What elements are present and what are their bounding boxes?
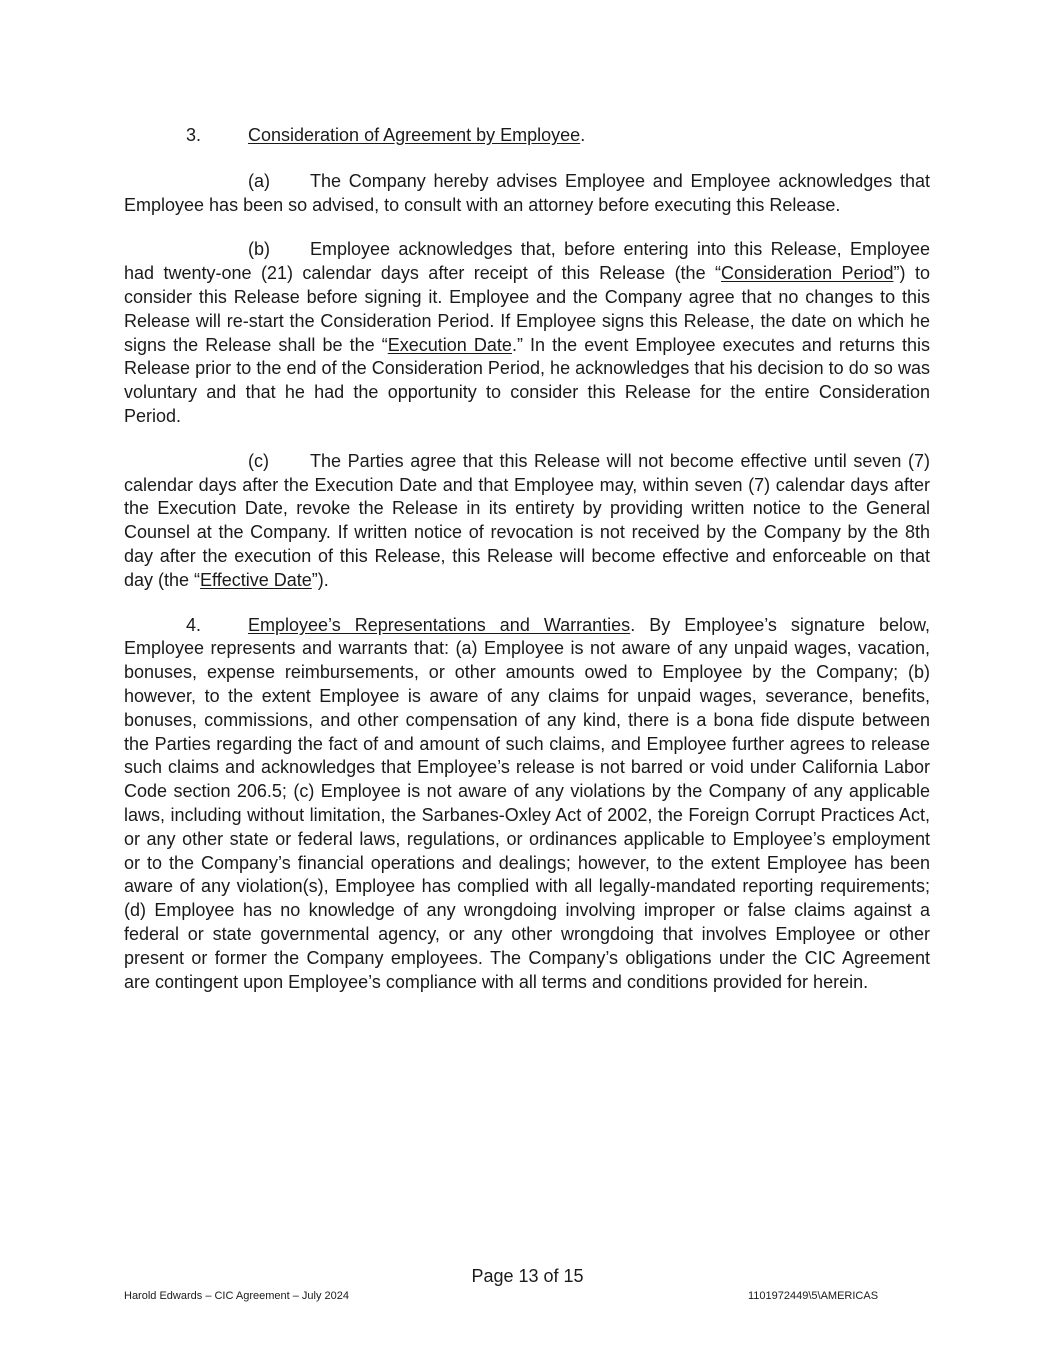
defined-term-execution-date: Execution Date [387,334,512,355]
section-3a-text: The Company hereby advises Employee and Employee acknowledges that Employee has been so advised, to consult with an attorney before executing this Release. [124,170,930,215]
section-3-number: 3. [186,125,202,145]
section-3b-paragraph: (b) Employee acknowledges that, before entering into this Release, Employee had twenty-one (21) calendar days after receipt of this Release (the “Consideration Period”) to consider this Release before signing it. Employee and the Company agree that no changes to this Release will re-start the Consideration Period. If Employee signs this Release, the date on which he signs the Release shall be the “Execution Date.” In the event Employee executes and returns this Release prior to the end of the Consideration Period, he acknowledges that his decision to do so was voluntary and that he had the opportunity to consider this Release for the entire Consideration Period. [124,239,930,426]
section-3a-label: (a) [248,170,270,191]
defined-term-effective-date: Effective Date [200,569,312,590]
section-4-paragraph [124,614,930,995]
section-3b-label: (b) [248,239,270,260]
section-4-title: Employee’s Representations and Warranties [248,614,631,635]
section-3c-label: (c) [248,450,269,471]
defined-term-consideration-period: Consideration Period [721,263,894,284]
footer-document-title: Harold Edwards – CIC Agreement – July 2024 [124,1290,350,1302]
section-3a-paragraph [124,170,930,218]
section-3c-paragraph: (c) The Parties agree that this Release will not become effective until seven (7) calendar days after the Execution Date and that Employee may, within seven (7) calendar days after the Execution Date, revoke the Release in its entirety by providing written notice to the General Counsel at the Company. If written notice of revocation is not received by the Company by the 8th day after the execution of this Release, this Release will become effective and enforceable on that day (the “Effective Date”). [124,450,930,590]
section-3-title: Consideration of Agreement by Employee [248,125,581,145]
document-body [124,124,930,1015]
section-4-text: . By Employee’s signature below, Employee represents and warrants that: (a) Employee is not aware of any unpaid wages, vacation, bonuses, expense reimbursements, or other amounts owed to Employee by the Company; (b) however, to the extent Employee is aware of any claims for unpaid wages, severance, benefits, bonuses, commissions, and other compensation of any kind, there is a bona fide dispute between the Parties regarding the fact of and amount of such claims, and Employee further agrees to release such claims and acknowledges that Employee’s release is not barred or void under California Labor Code section 206.5; (c) Employee is not aware of any violations by the Company of any applicable laws, including without limitation, the Sarbanes-Oxley Act of 2002, the Foreign Corrupt Practices Act, or any other state or federal laws, regulations, or ordinances applicable to Employee’s employment or to the Company’s financial operations and dealings; however, to the extent Employee has been aware of any violation(s), Employee has complied with all legally-mandated reporting requirements; (d) Employee has no knowledge of any wrongdoing involving improper or false claims against a federal or state governmental agency, or any other wrongdoing that involves Employee or other present or former the Company employees. The Company’s obligations under the CIC Agreement are contingent upon Employee’s compliance with all terms and conditions provided for herein. [124,614,930,992]
page-number: Page 13 of 15 [471,1266,584,1286]
section-4-number: 4. [186,614,202,635]
section-3-heading: 3. Consideration of Agreement by Employee. [124,124,930,148]
footer-document-id: 1101972449\5\AMERICAS [748,1290,879,1302]
